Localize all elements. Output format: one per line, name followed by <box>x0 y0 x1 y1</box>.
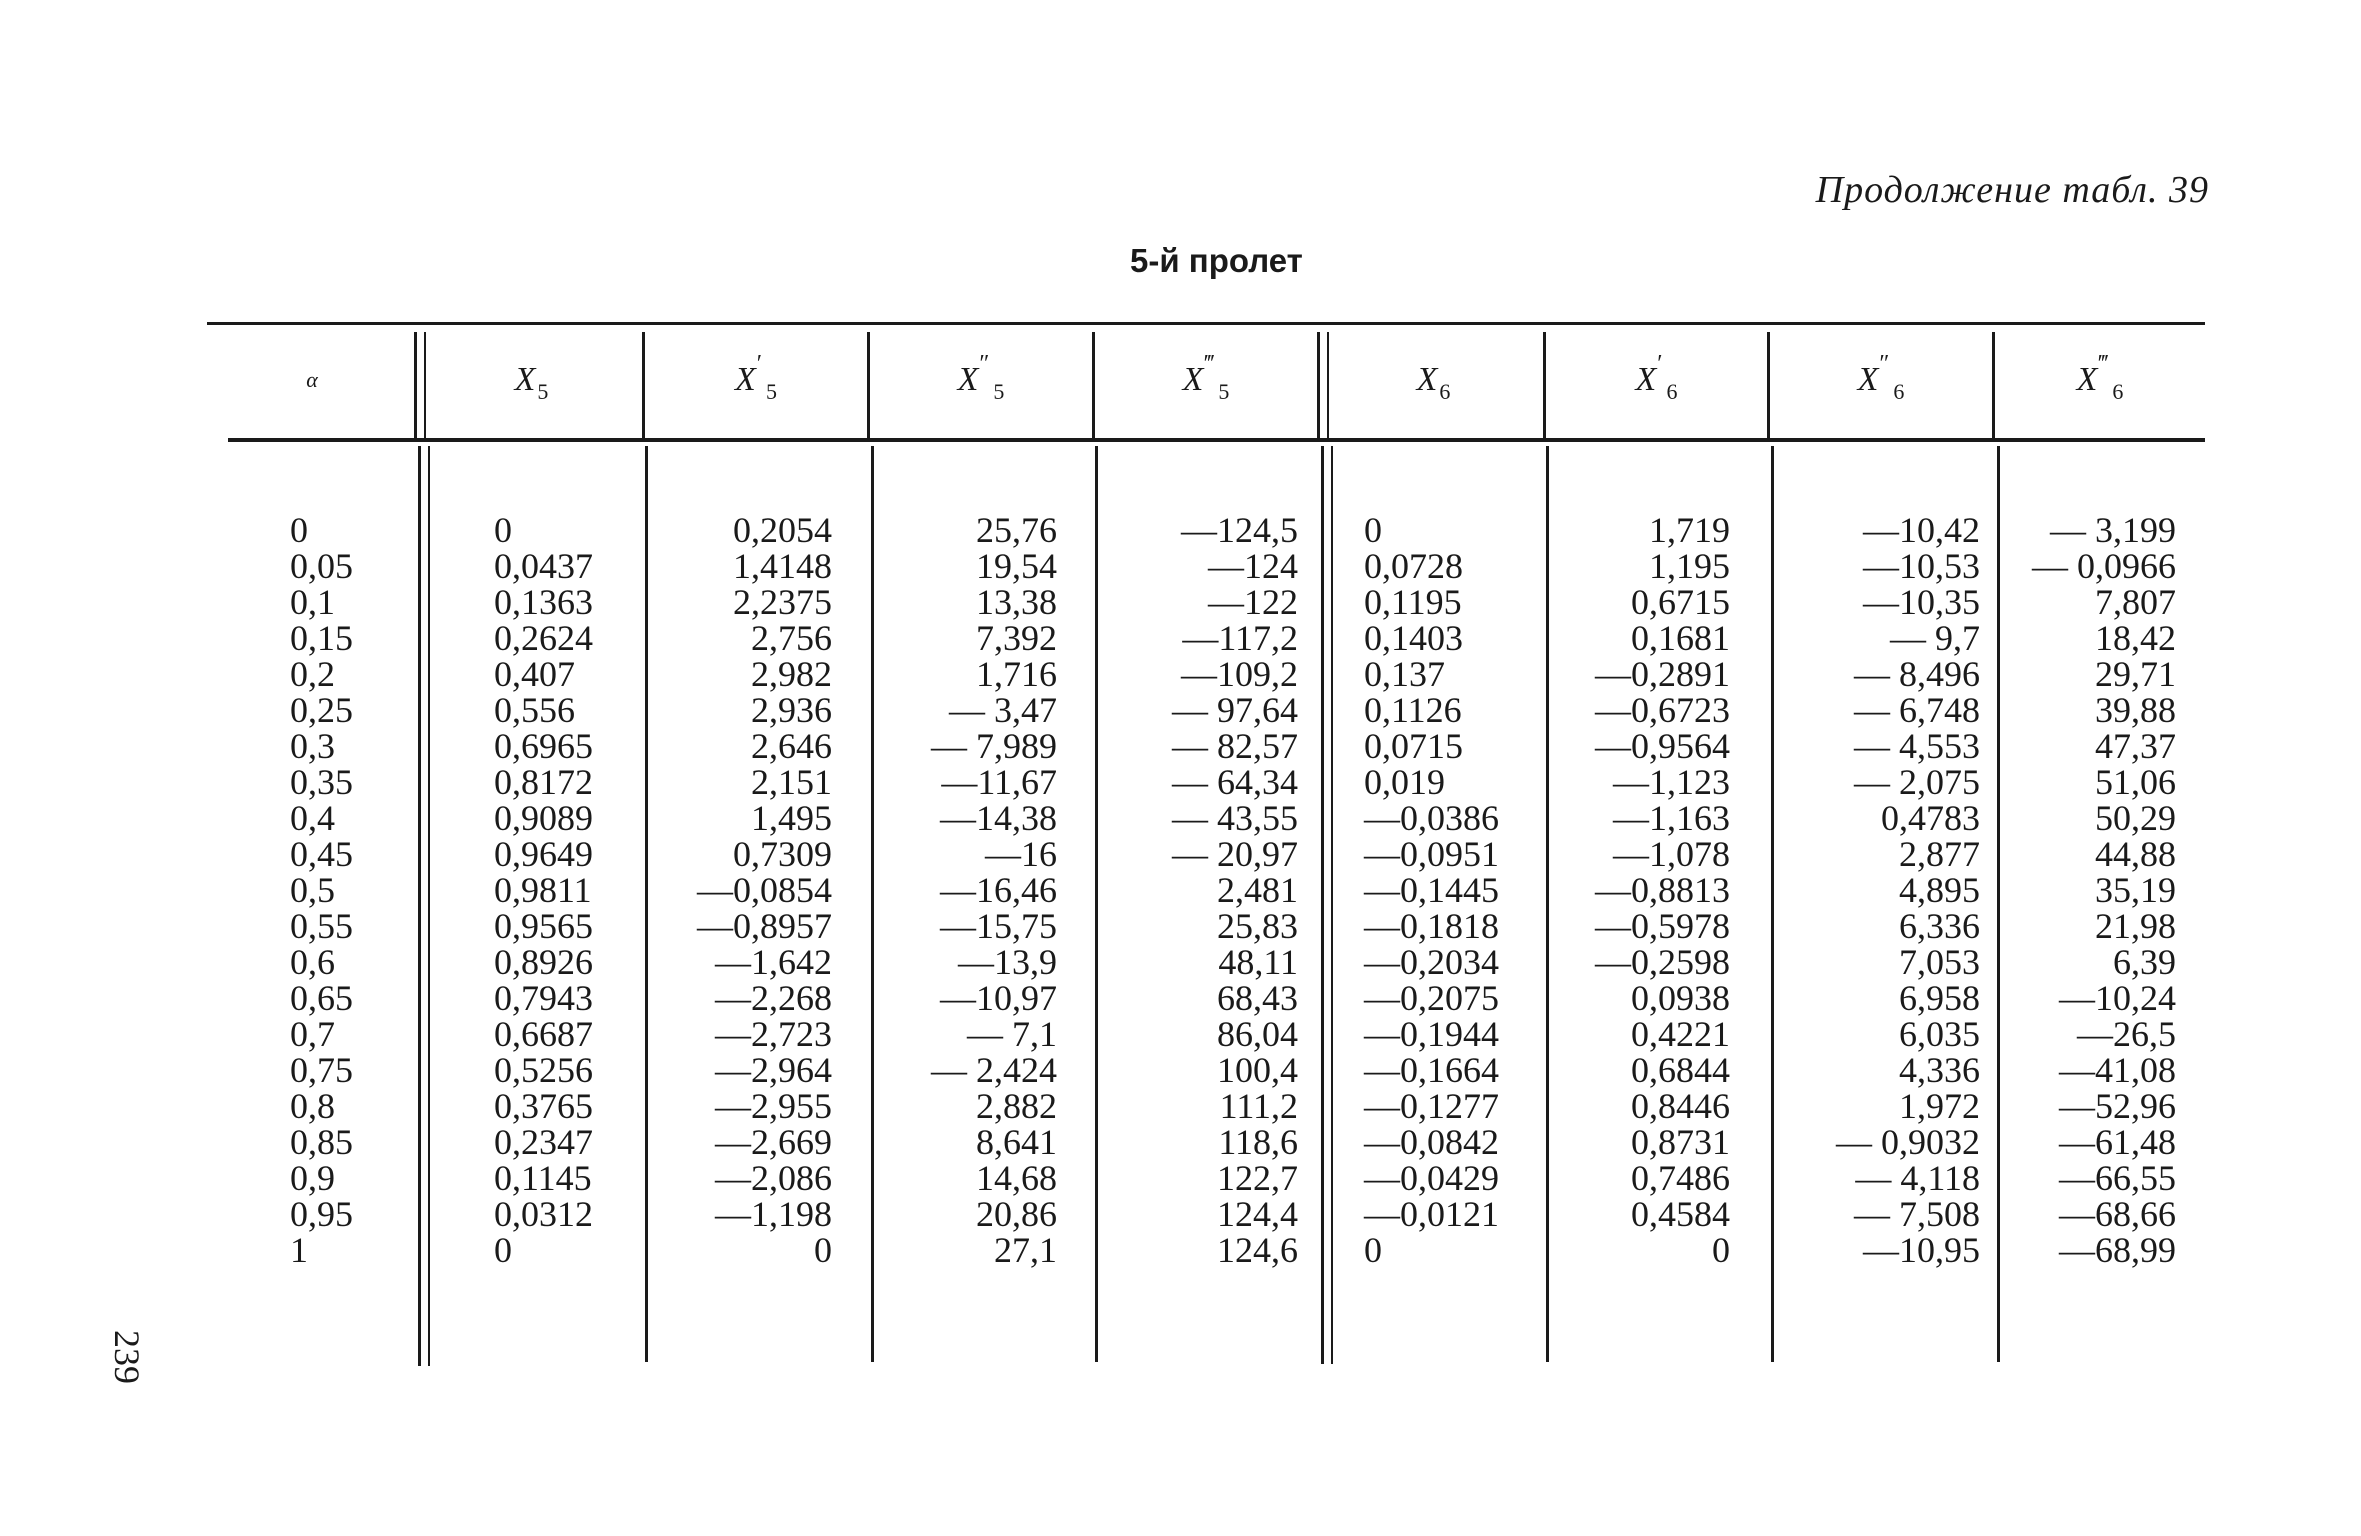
table-cell: — 6,748 <box>1854 690 1980 730</box>
table-cell: — 9,7 <box>1890 618 1980 658</box>
header-x6pp-prime: ″ <box>1879 350 1892 377</box>
table-cell: 48,11 <box>1218 942 1298 982</box>
header-x6p-sub: 6 <box>1666 379 1678 404</box>
table-cell: 47,37 <box>2095 726 2176 766</box>
table-cell: —0,0121 <box>1364 1194 1499 1234</box>
table-cell: 0,1 <box>290 582 335 622</box>
table-cell: —68,99 <box>2059 1230 2176 1270</box>
table-cell: 1 <box>290 1230 308 1270</box>
header-x6pp-sub: 6 <box>1893 379 1905 404</box>
header-x5pp-base: X <box>957 361 979 398</box>
header-x5-double-prime <box>870 325 1092 435</box>
table-cell: —124 <box>1208 546 1298 586</box>
table-cell: 0,7943 <box>494 978 593 1018</box>
table-cell: 0,35 <box>290 762 353 802</box>
table-cell: 2,982 <box>751 654 832 694</box>
table-cell: 1,716 <box>976 654 1057 694</box>
table-cell: 8,641 <box>976 1122 1057 1162</box>
header-x6-base: X <box>1416 361 1438 398</box>
header-x6pp-base: X <box>1857 361 1879 398</box>
table-cell: —0,0429 <box>1364 1158 1499 1198</box>
table-cell: —11,67 <box>941 762 1057 802</box>
table-cell: 0,3765 <box>494 1086 593 1126</box>
table-cell: —15,75 <box>940 906 1057 946</box>
table-cell: 0,556 <box>494 690 575 730</box>
table-cell: 0,9649 <box>494 834 593 874</box>
table-cell: 2,2375 <box>733 582 832 622</box>
table-cell: — 3,47 <box>949 690 1057 730</box>
table-cell: 0,4584 <box>1631 1194 1730 1234</box>
header-x5-prime <box>645 325 867 435</box>
table-cell: 2,882 <box>976 1086 1057 1126</box>
table-cell: 0 <box>494 510 512 550</box>
table-cell: 0,6 <box>290 942 335 982</box>
table-cell: —14,38 <box>940 798 1057 838</box>
column-alpha <box>290 512 400 1268</box>
table-caption: Продолжение табл. 39 <box>1815 169 2209 211</box>
table-cell: — 82,57 <box>1172 726 1298 766</box>
table-cell: 118,6 <box>1218 1122 1298 1162</box>
table-cell: 111,2 <box>1219 1086 1298 1126</box>
table-cell: 0,05 <box>290 546 353 586</box>
table-cell: — 7,508 <box>1854 1194 1980 1234</box>
header-x5ppp-prime: ‴ <box>1204 350 1217 377</box>
table-cell: 0 <box>290 510 308 550</box>
table-cell: 7,392 <box>976 618 1057 658</box>
table-cell: 25,83 <box>1217 906 1298 946</box>
table-cell: 0,0437 <box>494 546 593 586</box>
table-cell: 0,5256 <box>494 1050 593 1090</box>
table-cell: — 4,118 <box>1855 1158 1980 1198</box>
table-cell: —68,66 <box>2059 1194 2176 1234</box>
table-cell: 0,8172 <box>494 762 593 802</box>
header-x5p-sub: 5 <box>766 379 778 404</box>
table-cell: 122,7 <box>1217 1158 1298 1198</box>
header-alpha-label: α <box>306 367 318 392</box>
table-cell: 0,95 <box>290 1194 353 1234</box>
table-cell: —0,1818 <box>1364 906 1499 946</box>
table-cell: 35,19 <box>2095 870 2176 910</box>
body-divider <box>1095 446 1098 1362</box>
table-cell: 2,151 <box>751 762 832 802</box>
table-cell: 25,76 <box>976 510 1057 550</box>
table-cell: — 8,496 <box>1854 654 1980 694</box>
table-cell: 0,0938 <box>1631 978 1730 1018</box>
table-cell: — 97,64 <box>1172 690 1298 730</box>
table-cell: 0,1145 <box>494 1158 592 1198</box>
column-x6-double-prime <box>1776 512 1980 1268</box>
table-cell: 0,6844 <box>1631 1050 1730 1090</box>
column-x5-double-prime <box>880 512 1057 1268</box>
header-x5ppp-base: X <box>1182 361 1204 398</box>
table-cell: 0,4 <box>290 798 335 838</box>
table-cell: —26,5 <box>2077 1014 2176 1054</box>
table-cell: —122 <box>1208 582 1298 622</box>
table-cell: — 0,0966 <box>2032 546 2176 586</box>
table-cell: —0,6723 <box>1595 690 1730 730</box>
table-cell: 0,019 <box>1364 762 1445 802</box>
header-x5-base: X <box>514 361 536 398</box>
table-cell: 0,65 <box>290 978 353 1018</box>
table-cell: 7,807 <box>2095 582 2176 622</box>
table-cell: 0,407 <box>494 654 575 694</box>
table-cell: 0,45 <box>290 834 353 874</box>
header-x5p-prime: ′ <box>756 350 765 377</box>
table-cell: — 2,424 <box>931 1050 1057 1090</box>
table-cell: —10,97 <box>940 978 1057 1018</box>
table-cell: 0,9811 <box>494 870 592 910</box>
header-alpha <box>210 325 414 435</box>
table-cell: 2,756 <box>751 618 832 658</box>
table-cell: —109,2 <box>1181 654 1298 694</box>
table-cell: 0,4783 <box>1881 798 1980 838</box>
header-x6-triple-prime <box>1995 325 2205 435</box>
header-x6-prime <box>1546 325 1767 435</box>
table-cell: — 7,1 <box>967 1014 1057 1054</box>
table-cell: 44,88 <box>2095 834 2176 874</box>
table-cell: 1,4148 <box>733 546 832 586</box>
table-cell: 21,98 <box>2095 906 2176 946</box>
column-x5-triple-prime <box>1100 512 1298 1268</box>
table-cell: 2,877 <box>1899 834 1980 874</box>
table-cell: 0,1681 <box>1631 618 1730 658</box>
table-cell: 4,895 <box>1899 870 1980 910</box>
table-cell: 6,336 <box>1899 906 1980 946</box>
table-cell: 0,137 <box>1364 654 1445 694</box>
table-cell: 6,958 <box>1899 978 1980 1018</box>
table-cell: 0 <box>1712 1230 1730 1270</box>
table-cell: —0,5978 <box>1595 906 1730 946</box>
table-cell: 2,646 <box>751 726 832 766</box>
table-cell: 0,55 <box>290 906 353 946</box>
table-cell: 0,0312 <box>494 1194 593 1234</box>
table-cell: 0,6687 <box>494 1014 593 1054</box>
table-cell: — 43,55 <box>1172 798 1298 838</box>
table-cell: —1,078 <box>1613 834 1730 874</box>
table-cell: —2,669 <box>715 1122 832 1162</box>
table-cell: 0,6965 <box>494 726 593 766</box>
table-cell: 19,54 <box>976 546 1057 586</box>
table-cell: 6,035 <box>1899 1014 1980 1054</box>
table-cell: 0,8926 <box>494 942 593 982</box>
table-cell: —2,268 <box>715 978 832 1018</box>
table-cell: —1,163 <box>1613 798 1730 838</box>
table-cell: 39,88 <box>2095 690 2176 730</box>
table-cell: — 0,9032 <box>1836 1122 1980 1162</box>
table-cell: 13,38 <box>976 582 1057 622</box>
body-divider <box>1771 446 1774 1362</box>
header-x5-triple-prime <box>1095 325 1317 435</box>
table-cell: 1,972 <box>1899 1086 1980 1126</box>
table-cell: 0,1363 <box>494 582 593 622</box>
table-cell: —10,35 <box>1863 582 1980 622</box>
table-cell: 27,1 <box>994 1230 1057 1270</box>
table-cell: —16 <box>985 834 1057 874</box>
table-cell: 2,481 <box>1217 870 1298 910</box>
column-x5 <box>494 512 634 1268</box>
table-cell: 0,9565 <box>494 906 593 946</box>
table-cell: 0 <box>1364 1230 1382 1270</box>
header-x5ppp-sub: 5 <box>1218 379 1230 404</box>
table-cell: 1,495 <box>751 798 832 838</box>
table-cell: 0,0715 <box>1364 726 1463 766</box>
table-cell: — 2,075 <box>1854 762 1980 802</box>
table-cell: 0,2624 <box>494 618 593 658</box>
table-cell: —0,2075 <box>1364 978 1499 1018</box>
table-cell: 0,6715 <box>1631 582 1730 622</box>
header-x6 <box>1324 325 1543 435</box>
table-cell: 0,1195 <box>1364 582 1462 622</box>
table-cell: 0 <box>814 1230 832 1270</box>
table-cell: 86,04 <box>1217 1014 1298 1054</box>
column-x5-prime <box>650 512 832 1268</box>
table-cell: —10,95 <box>1863 1230 1980 1270</box>
header-x5p-base: X <box>734 361 756 398</box>
table-cell: —66,55 <box>2059 1158 2176 1198</box>
table-cell: 0,1403 <box>1364 618 1463 658</box>
header-x6-double-prime <box>1770 325 1992 435</box>
table-cell: —0,8813 <box>1595 870 1730 910</box>
table-cell: —2,086 <box>715 1158 832 1198</box>
table-cell: —0,9564 <box>1595 726 1730 766</box>
table-cell: 100,4 <box>1217 1050 1298 1090</box>
table-cell: — 64,34 <box>1172 762 1298 802</box>
body-divider <box>1546 446 1549 1362</box>
table-cell: —0,0854 <box>697 870 832 910</box>
header-x6ppp-prime: ‴ <box>2098 350 2111 377</box>
table-cell: — 4,553 <box>1854 726 1980 766</box>
table-cell: —0,2034 <box>1364 942 1499 982</box>
table-cell: —124,5 <box>1181 510 1298 550</box>
table-cell: —0,1944 <box>1364 1014 1499 1054</box>
table-cell: 124,4 <box>1217 1194 1298 1234</box>
table-cell: 0,2347 <box>494 1122 593 1162</box>
table-cell: —2,723 <box>715 1014 832 1054</box>
table-cell: —61,48 <box>2059 1122 2176 1162</box>
body-divider <box>1321 446 1333 1364</box>
table-cell: —0,1277 <box>1364 1086 1499 1126</box>
table-cell: 14,68 <box>976 1158 1057 1198</box>
table-cell: 0,7486 <box>1631 1158 1730 1198</box>
header-x6ppp-sub: 6 <box>2112 379 2124 404</box>
table-cell: 0,85 <box>290 1122 353 1162</box>
header-x5 <box>421 325 642 435</box>
body-divider <box>871 446 874 1362</box>
table-cell: 0,2054 <box>733 510 832 550</box>
table-cell: — 7,989 <box>931 726 1057 766</box>
table-cell: 4,336 <box>1899 1050 1980 1090</box>
table-cell: 51,06 <box>2095 762 2176 802</box>
body-divider <box>645 446 648 1362</box>
table-cell: 0,1126 <box>1364 690 1462 730</box>
table-cell: 18,42 <box>2095 618 2176 658</box>
header-x6ppp-base: X <box>2076 361 2098 398</box>
table-cell: 0,8446 <box>1631 1086 1730 1126</box>
table-cell: —0,0842 <box>1364 1122 1499 1162</box>
column-x6-prime <box>1552 512 1730 1268</box>
table-cell: 0,2 <box>290 654 335 694</box>
span-title: 5-й пролет <box>1130 242 1303 279</box>
table-cell: —2,964 <box>715 1050 832 1090</box>
table-cell: 2,936 <box>751 690 832 730</box>
table-cell: —52,96 <box>2059 1086 2176 1126</box>
header-x6-sub: 6 <box>1439 379 1451 404</box>
column-x6-triple-prime <box>2000 512 2176 1268</box>
table-cell: —2,955 <box>715 1086 832 1126</box>
table-cell: 1,195 <box>1649 546 1730 586</box>
table-cell: 0,15 <box>290 618 353 658</box>
table-cell: 0 <box>494 1230 512 1270</box>
table-cell: 50,29 <box>2095 798 2176 838</box>
header-x5pp-sub: 5 <box>993 379 1005 404</box>
table-cell: 6,39 <box>2113 942 2176 982</box>
header-x5-sub: 5 <box>537 379 549 404</box>
header-x6p-base: X <box>1635 361 1657 398</box>
table-cell: 0,9089 <box>494 798 593 838</box>
table-cell: —0,0951 <box>1364 834 1499 874</box>
table-cell: —1,198 <box>715 1194 832 1234</box>
table-cell: —10,53 <box>1863 546 1980 586</box>
table-cell: 68,43 <box>1217 978 1298 1018</box>
table-cell: 1,719 <box>1649 510 1730 550</box>
table-cell: —0,1664 <box>1364 1050 1499 1090</box>
page-number: 239 <box>107 1330 147 1384</box>
table-cell: —1,642 <box>715 942 832 982</box>
table-cell: — 20,97 <box>1172 834 1298 874</box>
table-cell: 0,7 <box>290 1014 335 1054</box>
table-cell: 0,0728 <box>1364 546 1463 586</box>
table-cell: 0,25 <box>290 690 353 730</box>
table-cell: 0,75 <box>290 1050 353 1090</box>
table-cell: — 3,199 <box>2050 510 2176 550</box>
header-rule <box>228 438 2205 442</box>
table-cell: —0,2891 <box>1595 654 1730 694</box>
header-x5pp-prime: ″ <box>979 350 992 377</box>
table-cell: —10,42 <box>1863 510 1980 550</box>
table-cell: —1,123 <box>1613 762 1730 802</box>
table-cell: 0,4221 <box>1631 1014 1730 1054</box>
table-cell: —0,8957 <box>697 906 832 946</box>
table-cell: 29,71 <box>2095 654 2176 694</box>
table-cell: 0,3 <box>290 726 335 766</box>
table-cell: —10,24 <box>2059 978 2176 1018</box>
table-cell: —0,0386 <box>1364 798 1499 838</box>
table-cell: 0,9 <box>290 1158 335 1198</box>
table-cell: —117,2 <box>1182 618 1298 658</box>
table-cell: —41,08 <box>2059 1050 2176 1090</box>
table-cell: 0,8 <box>290 1086 335 1126</box>
body-divider <box>418 446 430 1366</box>
column-x6 <box>1364 512 1534 1268</box>
table-cell: 20,86 <box>976 1194 1057 1234</box>
table-cell: 0,7309 <box>733 834 832 874</box>
table-cell: 0,8731 <box>1631 1122 1730 1162</box>
table-cell: 124,6 <box>1217 1230 1298 1270</box>
table-cell: —13,9 <box>958 942 1057 982</box>
table-cell: 0,5 <box>290 870 335 910</box>
table-cell: —0,1445 <box>1364 870 1499 910</box>
table-cell: 7,053 <box>1899 942 1980 982</box>
header-x6p-prime: ′ <box>1657 350 1665 377</box>
table-cell: —16,46 <box>940 870 1057 910</box>
table-cell: 0 <box>1364 510 1382 550</box>
table-cell: —0,2598 <box>1595 942 1730 982</box>
